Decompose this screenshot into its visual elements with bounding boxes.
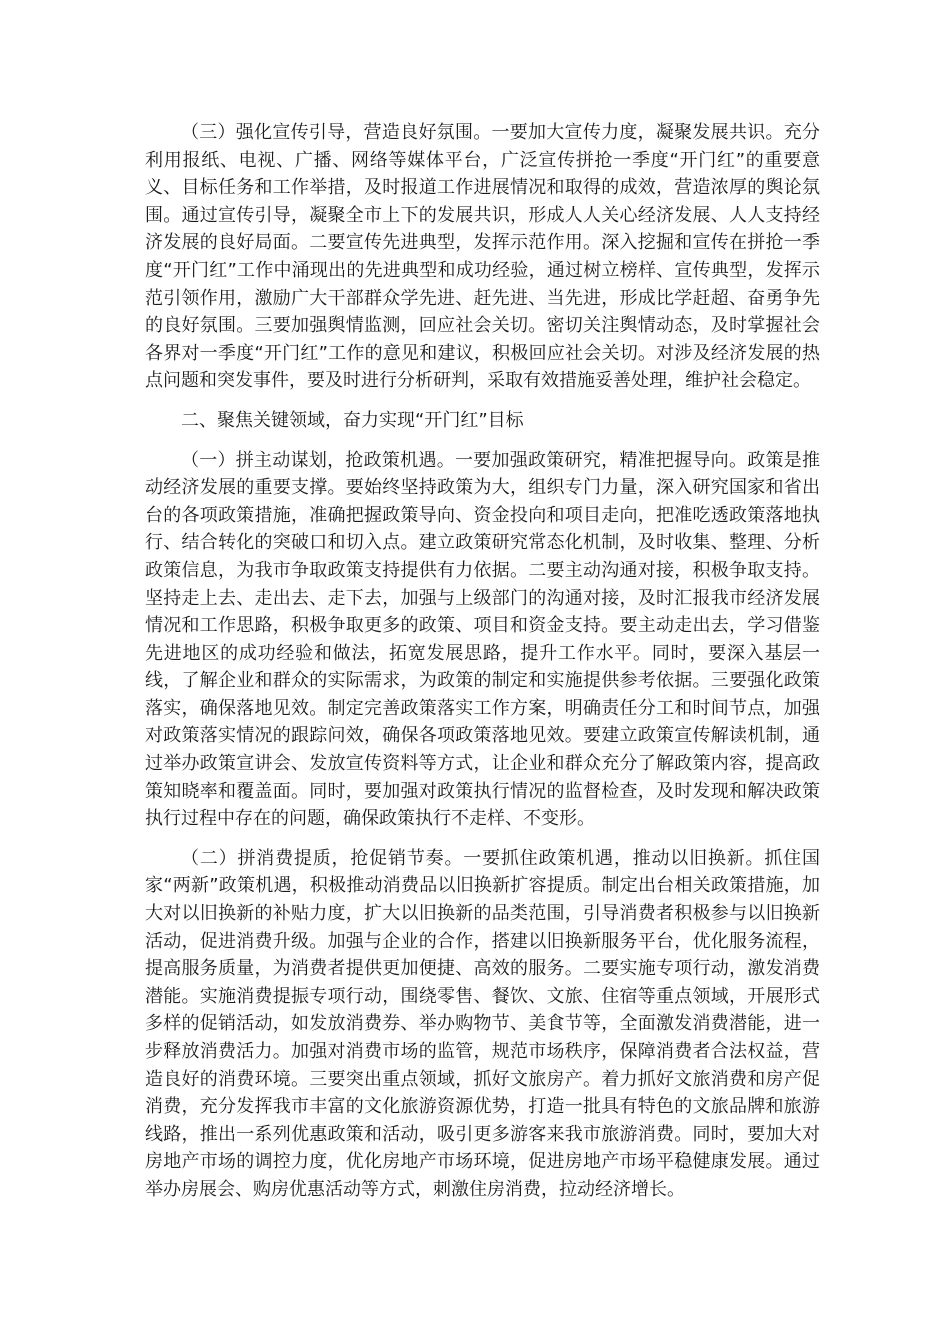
paragraph-policy: （一）拼主动谋划，抢政策机遇。一要加强政策研究，精准把握导向。政策是推动经济发展的重要支撑。要始终坚持政策为大，组织专门力量，深入研究国家和省出台的各项政策措施，准确把握政策导向、资金投向和项目走向，把准吃透政策落地执行、结合转化的突破口和切入点。建立政策研究常态化机制，及时收集、整理、分析政策信息，为我市争取政策支持提供有力依据。二要主动沟通对接，积极争取支持。坚持走上去、走出去、走下去，加强与上级部门的沟通对接，及时汇报我市经济发展情况和工作思路，积极争取更多的政策、项目和资金支持。要主动走出去，学习借鉴先进地区的成功经验和做法，拓宽发展思路，提升工作水平。同时，要深入基层一线，了解企业和群众的实际需求，为政策的制定和实施提供参考依据。三要强化政策落实，确保落地见效。制定完善政策落实工作方案，明确责任分工和时间节点，加强对政策落实情况的跟踪问效，确保各项政策落地见效。要建立政策宣传解读机制，通过举办政策宣讲会、发放宣传资料等方式，让企业和群众充分了解政策内容，提高政策知晓率和覆盖面。同时，要加强对政策执行情况的监督检查，及时发现和解决政策执行过程中存在的问题，确保政策执行不走样、不变形。: [145, 449, 820, 830]
document-page: [145, 119, 820, 1204]
paragraph-consumption: （二）拼消费提质，抢促销节奏。一要抓住政策机遇，推动以旧换新。抓住国家“两新”政策机遇，积极推动消费品以旧换新扩容提质。制定出台相关政策措施，加大对以旧换新的补贴力度，扩大以旧换新的品类范围，引导消费者积极参与以旧换新活动，促进消费升级。加强与企业的合作，搭建以旧换新服务平台，优化服务流程，提高服务质量，为消费者提供更加便捷、高效的服务。二要实施专项行动，激发消费潜能。实施消费提振专项行动，围绕零售、餐饮、文旅、住宿等重点领域，开展形式多样的促销活动，如发放消费券、举办购物节、美食节等，全面激发消费潜能，进一步释放消费活力。加强对消费市场的监管，规范市场秩序，保障消费者合法权益，营造良好的消费环境。三要突出重点领域，抓好文旅房产。着力抓好文旅消费和房产促消费，充分发挥我市丰富的文化旅游资源优势，打造一批具有特色的文旅品牌和旅游线路，推出一系列优惠政策和活动，吸引更多游客来我市旅游消费。同时，要加大对房地产市场的调控力度，优化房地产市场环境，促进房地产市场平稳健康发展。通过举办房展会、购房优惠活动等方式，刺激住房消费，拉动经济增长。: [145, 847, 820, 1200]
paragraph-publicity: （三）强化宣传引导，营造良好氛围。一要加大宣传力度，凝聚发展共识。充分利用报纸、电视、广播、网络等媒体平台，广泛宣传拼抢一季度“开门红”的重要意义、目标任务和工作举措，及时报道工作进展情况和取得的成效，营造浓厚的舆论氛围。通过宣传引导，凝聚全市上下的发展共识，形成人人关心经济发展、人人支持经济发展的良好局面。二要宣传先进典型，发挥示范作用。深入挖掘和宣传在拼抢一季度“开门红”工作中涌现出的先进典型和成功经验，通过树立榜样、宣传典型，发挥示范引领作用，激励广大干部群众学先进、赶先进、当先进，形成比学赶超、奋勇争先的良好氛围。三要加强舆情监测，回应社会关切。密切关注舆情动态，及时掌握社会各界对一季度“开门红”工作的意见和建议，积极回应社会关切。对涉及经济发展的热点问题和突发事件，要及时进行分析研判，采取有效措施妥善处理，维护社会稳定。: [145, 122, 820, 392]
section-heading-2: 二、聚焦关键领域，奋力实现“开门红”目标: [181, 409, 524, 431]
